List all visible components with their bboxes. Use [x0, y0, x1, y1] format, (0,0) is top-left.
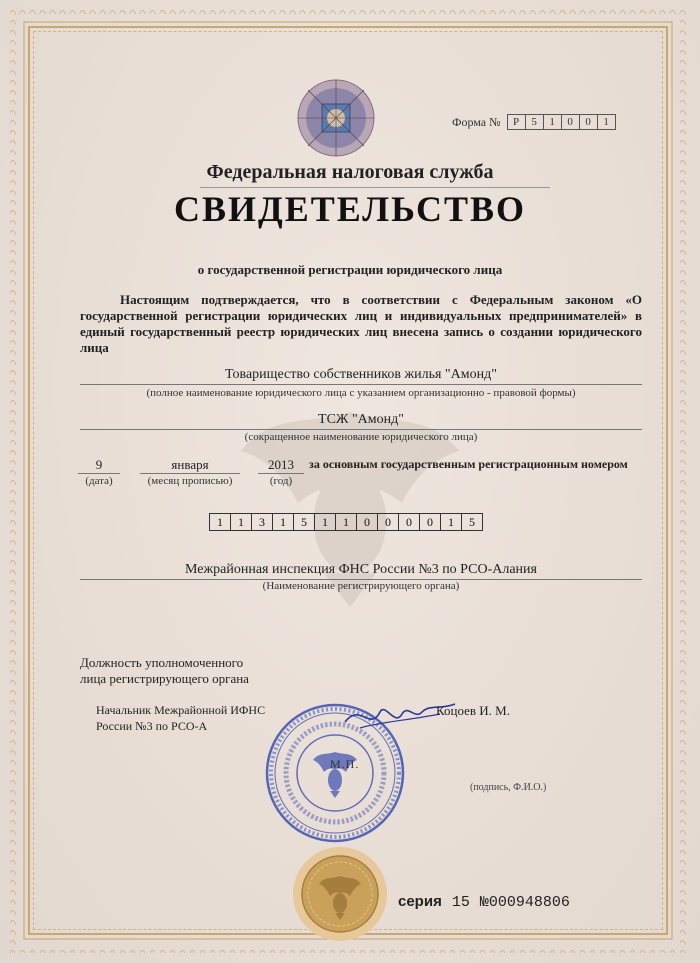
date-year: 2013	[258, 457, 304, 474]
date-day: 9	[78, 457, 120, 474]
form-code-cell: 1	[603, 116, 609, 128]
ogrn-digit: 0	[399, 514, 420, 530]
official-position	[96, 702, 265, 734]
short-name-value: ТСЖ "Амонд"	[80, 411, 642, 430]
official-name: Коцоев И. М.	[436, 703, 510, 718]
ogrn-digit: 1	[231, 514, 252, 530]
service-name: Федеральная налоговая служба	[206, 161, 494, 183]
position-caption-line1: Должность уполномоченного	[80, 655, 244, 670]
paragraph-text: Настоящим подтверждается, что в соответствии с Федеральным законом «О государственной регистрации юридических лиц и индивидуальных предпринимателей» в единый государственный реестр юридических лиц внесена запись о создании юридического лица	[80, 292, 642, 355]
ogrn-digit: 5	[469, 515, 475, 529]
series-number: №000948806	[479, 894, 570, 911]
ogrn-digit: 0	[420, 514, 441, 530]
series-label: серия	[398, 893, 442, 910]
form-code-cell: 1	[544, 115, 562, 129]
date-month: января	[140, 457, 240, 474]
form-label: Форма №	[452, 114, 501, 129]
stamp-place-label: М.П.	[330, 757, 360, 771]
form-code-cells	[507, 114, 616, 130]
authority-caption: (Наименование регистрирующего органа)	[262, 580, 460, 592]
confirmation-paragraph	[80, 292, 642, 356]
full-name-caption: (полное наименование юридического лица с указанием организационно - правовой формы)	[146, 387, 576, 399]
ogrn-cells	[209, 513, 483, 531]
ogrn-digit: 1	[315, 514, 336, 530]
form-number	[452, 114, 616, 130]
ogrn-digit: 1	[336, 514, 357, 530]
gold-seal	[292, 846, 388, 942]
document-title: СВИДЕТЕЛЬСТВО	[173, 189, 527, 229]
signature-caption: (подпись, Ф.И.О.)	[470, 782, 547, 793]
hologram-emblem	[296, 78, 376, 158]
position-caption	[80, 655, 249, 687]
form-code-cell: 0	[562, 115, 580, 129]
ogrn-digit: 1	[441, 514, 462, 530]
ogrn-digit: 0	[378, 514, 399, 530]
certificate-series	[398, 893, 570, 911]
form-code-cell: 5	[526, 115, 544, 129]
date-month-caption: (месяц прописью)	[147, 475, 233, 487]
date-day-caption: (дата)	[85, 475, 113, 487]
registration-number-text: за основным государственным регистрационным номером	[309, 457, 628, 471]
ogrn-digit: 0	[357, 514, 378, 530]
official-position-line2: России №3 по РСО-А	[96, 719, 208, 733]
ogrn-digit: 3	[252, 514, 273, 530]
date-year-caption: (год)	[269, 475, 293, 487]
registration-date-row	[0, 457, 700, 497]
authority-value: Межрайонная инспекция ФНС России №3 по РСО-Алания	[80, 561, 642, 580]
ogrn-digit: 1	[210, 514, 231, 530]
ogrn-digit: 1	[273, 514, 294, 530]
series-value: 15	[451, 894, 470, 911]
form-code-cell: Р	[508, 115, 526, 129]
official-position-line1: Начальник Межрайонной ИФНС	[96, 703, 266, 717]
form-code-cell: 0	[580, 115, 598, 129]
document-subtitle: о государственной регистрации юридического лица	[197, 262, 503, 277]
short-name-caption: (сокращенное наименование юридического лица)	[244, 431, 478, 443]
ogrn-digit: 5	[294, 514, 315, 530]
full-name-value: Товарищество собственников жилья "Амонд"	[80, 366, 642, 385]
position-caption-line2: лица регистрирующего органа	[80, 671, 249, 686]
